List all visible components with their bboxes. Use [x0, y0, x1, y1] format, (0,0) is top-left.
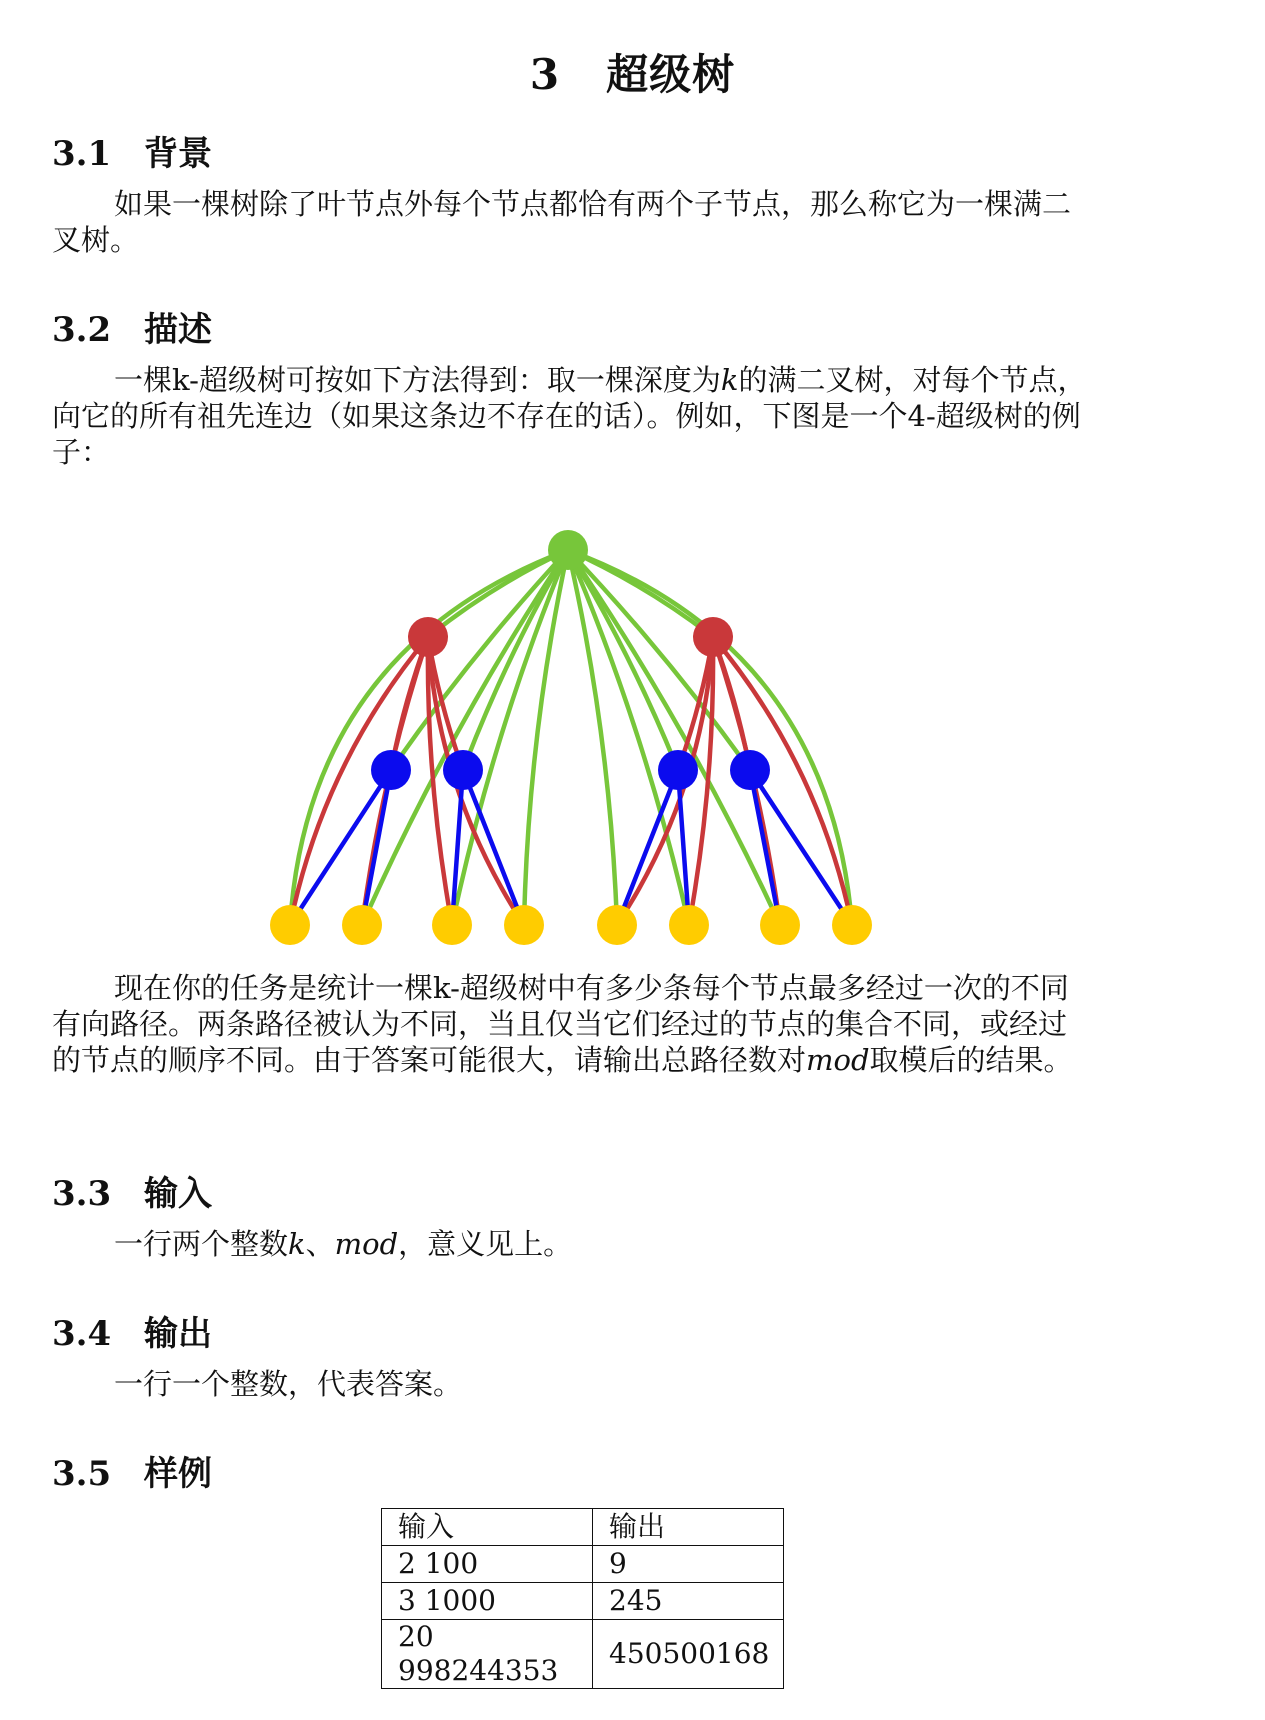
leaf-node — [270, 905, 310, 945]
level3-node — [443, 750, 483, 790]
table-row — [382, 1620, 784, 1689]
section-heading-sample — [52, 1446, 212, 1495]
table-cell-output: 450500168 — [593, 1620, 784, 1689]
text-run: 现在你的任务是统计一棵k-超级树中有多少条每个节点最多经过一次的不同有向路径。两条路径被认为不同，当且仅当它们经过的节点的集合不同，或经过的节点的顺序不同。由于答案可能很大，请输出总路径数对 — [52, 971, 1069, 1077]
section-number: 3.1 — [52, 134, 112, 174]
table-cell-input: 3 1000 — [382, 1583, 593, 1620]
section-number: 3.2 — [52, 310, 112, 350]
table-cell-output: 9 — [593, 1546, 784, 1583]
table-header-output: 输出 — [593, 1509, 784, 1546]
level2-node — [408, 617, 448, 657]
leaf-node — [342, 905, 382, 945]
text-run: ，意义见上。 — [398, 1227, 573, 1261]
leaf-node — [504, 905, 544, 945]
text-run: 一棵k-超级树可按如下方法得到：取一棵深度为 — [114, 363, 721, 397]
math-var: mod — [806, 1043, 870, 1077]
text-run: 、 — [305, 1227, 335, 1261]
root-node — [548, 530, 588, 570]
table-header-row — [382, 1509, 784, 1546]
edge-root — [568, 550, 678, 770]
section-number: 3.5 — [52, 1454, 112, 1494]
text-run: 一行两个整数 — [114, 1227, 289, 1261]
background-paragraph: 如果一棵树除了叶节点外每个节点都恰有两个子节点，那么称它为一棵满二叉树。 — [52, 187, 1072, 257]
section-title: 输入 — [144, 1174, 212, 1214]
level3-node — [730, 750, 770, 790]
math-var: k — [720, 363, 739, 397]
edge-root — [568, 550, 713, 637]
description-paragraph-2 — [52, 970, 1090, 1078]
section-title: 样例 — [144, 1454, 212, 1494]
leaf-node — [597, 905, 637, 945]
leaf-node — [432, 905, 472, 945]
section-number: 3.3 — [52, 1174, 112, 1214]
input-paragraph — [52, 1226, 1090, 1262]
section-heading-output — [52, 1306, 212, 1355]
section-title: 背景 — [144, 134, 212, 174]
text-run: 取模后的结果。 — [869, 1043, 1073, 1077]
chapter-number: 3 — [529, 50, 561, 99]
level3-node — [658, 750, 698, 790]
text-run: 的满二叉树，对每个节点，向它的所有祖先连边（如果这条边不存在的话）。例如，下图是一个4-超级树的例子： — [52, 363, 1087, 469]
table-row — [382, 1546, 784, 1583]
table-header-input: 输入 — [382, 1509, 593, 1546]
section-heading-input — [52, 1166, 212, 1215]
math-var: k — [288, 1227, 306, 1261]
level3-node — [371, 750, 411, 790]
table-row — [382, 1583, 784, 1620]
table-cell-input: 2 100 — [382, 1546, 593, 1583]
leaf-node — [669, 905, 709, 945]
section-number: 3.4 — [52, 1314, 112, 1354]
section-title: 描述 — [144, 310, 212, 350]
math-var: mod — [334, 1227, 399, 1261]
level2-node — [693, 617, 733, 657]
table-cell-input: 20 998244353 — [382, 1620, 593, 1689]
section-title: 输出 — [144, 1314, 212, 1354]
output-paragraph: 一行一个整数，代表答案。 — [114, 1367, 463, 1401]
leaf-node — [760, 905, 800, 945]
edge-root — [463, 550, 568, 770]
sample-table — [381, 1508, 784, 1689]
chapter-title-text: 超级树 — [606, 50, 736, 99]
edge-root — [428, 550, 568, 637]
tree-edges — [290, 550, 852, 925]
leaf-node — [832, 905, 872, 945]
table-cell-output: 245 — [593, 1583, 784, 1620]
